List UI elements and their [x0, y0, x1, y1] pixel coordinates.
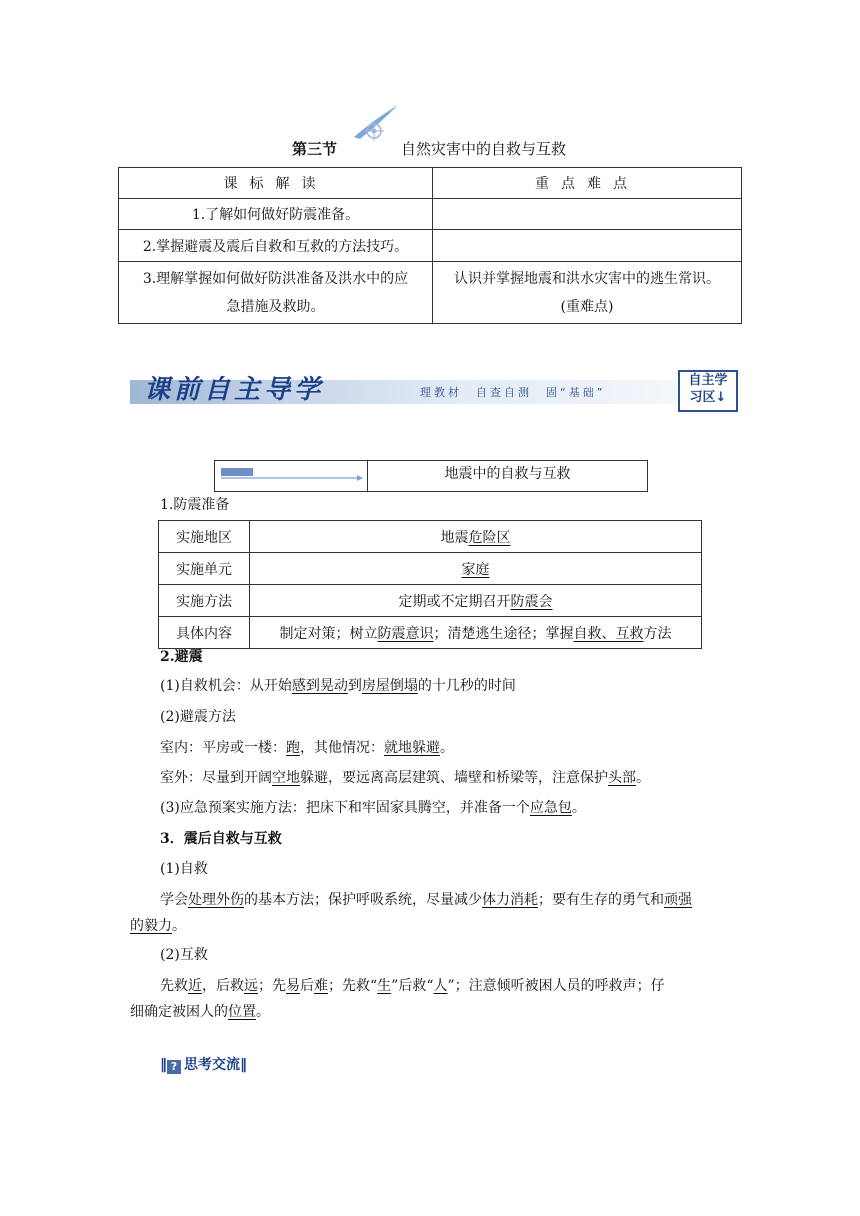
blank-answer: 近	[188, 978, 202, 994]
text: 。	[571, 800, 586, 816]
topic-header	[214, 460, 648, 492]
text: ，后救	[202, 978, 244, 994]
blank-answer: 远	[244, 978, 258, 994]
mutual-rescue-line-2	[130, 1001, 270, 1021]
text: (3)应急预案实施方法：把床下和牢固家具腾空，并准备一个	[160, 800, 530, 816]
avoid-line-1	[160, 675, 516, 695]
section-title	[0, 138, 860, 160]
key-point-empty-1	[433, 199, 742, 230]
avoid-line-5	[160, 797, 586, 817]
prep-key: 实施单元	[159, 553, 250, 585]
text: 定期或不定期召开	[398, 593, 511, 610]
question-icon: ?	[167, 1060, 181, 1074]
blank-answer: 防震会	[510, 593, 553, 610]
text: ；清楚逃生途径；掌握	[433, 625, 574, 642]
avoid-line-4	[160, 767, 650, 787]
text: 方法	[643, 625, 672, 642]
text: 细确定被困人的	[130, 1004, 228, 1020]
mutual-rescue-line-1	[160, 975, 665, 995]
blank-answer: 就地躲避	[384, 740, 440, 756]
blank-answer: 空地	[272, 770, 300, 786]
text: 后	[300, 978, 314, 994]
header-curriculum: 课标解读	[119, 168, 433, 199]
text: 地震	[440, 529, 469, 546]
prep-table	[158, 520, 702, 649]
section-name: 自然灾害中的自救与互救	[401, 140, 567, 158]
think-discuss-label: ‖ ? 思考交流‖	[160, 1057, 247, 1073]
header-key-points: 重点难点	[433, 168, 742, 199]
text: 学会	[160, 892, 188, 908]
text: 的十几秒的时间	[417, 678, 516, 694]
text: 。	[256, 1004, 270, 1020]
prep-value	[250, 553, 702, 585]
objective-3-line2: 急措施及救助。	[226, 298, 325, 315]
avoid-line-3	[160, 737, 454, 757]
blank-answer: 应急包	[529, 800, 572, 816]
objective-1: 1.了解如何做好防震准备。	[119, 199, 433, 230]
key-point	[433, 262, 742, 324]
blank-answer: 处理外伤	[188, 892, 244, 908]
key-point-empty-2	[433, 230, 742, 262]
prep-value	[250, 521, 702, 553]
blank-answer: 自救、互救	[573, 625, 644, 642]
table-row	[159, 553, 702, 585]
prep-value	[250, 617, 702, 649]
preview-banner	[130, 365, 738, 410]
mutual-rescue-heading: (2)互救	[160, 947, 208, 963]
blank-answer: 危险区	[468, 529, 511, 546]
self-study-box-line2: 习区↓	[689, 390, 727, 405]
banner-title: 课前自主导学	[144, 375, 325, 405]
blank-answer: 生	[377, 978, 392, 994]
blank-answer: 人	[433, 978, 448, 994]
blank-answer: 易	[286, 978, 300, 994]
blank-answer: 跑	[286, 740, 300, 756]
objectives-table	[118, 167, 742, 324]
table-row	[159, 521, 702, 553]
objective-3	[119, 262, 433, 324]
self-rescue-line-1	[160, 889, 692, 909]
section-number: 第三节	[292, 140, 338, 158]
text: ；要有生存的勇气和	[538, 892, 664, 908]
text: 制定对策；树立	[279, 625, 378, 642]
text: 的基本方法；保护呼吸系统，尽量减少	[244, 892, 482, 908]
blank-answer: 防震意识	[377, 625, 434, 642]
self-rescue-line-2	[130, 915, 186, 935]
key-point-line1: 认识并掌握地震和洪水灾害中的逃生常识。	[454, 270, 720, 287]
arrow-icon	[215, 461, 367, 491]
blank-answer: 家庭	[461, 561, 490, 578]
blank-answer: 房屋倒塌	[361, 678, 418, 694]
blank-answer: 难	[314, 978, 328, 994]
text: ；先救“	[328, 978, 378, 994]
topic-title: 地震中的自救与互救	[444, 466, 571, 482]
self-study-box-line1: 自主学	[688, 373, 728, 388]
text: ”后救“	[391, 978, 434, 994]
blank-answer: 的毅力	[130, 918, 172, 934]
table-row	[159, 585, 702, 617]
text: ；先	[258, 978, 286, 994]
prep-value	[250, 585, 702, 617]
self-study-box	[678, 370, 738, 412]
text: ，其他情况：	[300, 740, 384, 756]
table-row	[159, 617, 702, 649]
prep-heading: 1.防震准备	[160, 497, 230, 513]
blank-answer: 头部	[608, 770, 636, 786]
text: 室外：尽量到开阔	[160, 770, 272, 786]
blank-answer: 感到晃动	[291, 678, 348, 694]
prep-key: 实施方法	[159, 585, 250, 617]
key-point-line2: (重难点)	[560, 298, 614, 315]
text: (1)自救机会：从开始	[160, 678, 292, 694]
blank-answer: 位置	[228, 1004, 256, 1020]
blank-answer: 顽强	[664, 892, 692, 908]
text: 躲避，要远离高层建筑、墙壁和桥梁等，注意保护	[300, 770, 608, 786]
prep-key: 实施地区	[159, 521, 250, 553]
blank-answer: 体力消耗	[482, 892, 538, 908]
text: ”；注意倾听被困人员的呼救声；仔	[447, 978, 665, 994]
text: 到	[347, 678, 362, 694]
objective-3-line1: 3.理解掌握如何做好防洪准备及洪水中的应	[142, 270, 409, 287]
text: 。	[172, 918, 186, 934]
text: 。	[440, 740, 454, 756]
topic-marker	[215, 461, 368, 491]
text: 。	[636, 770, 650, 786]
avoid-heading: 2.避震	[160, 649, 203, 665]
avoid-line-2: (2)避震方法	[160, 709, 236, 725]
think-discuss-text: 思考交流	[184, 1057, 240, 1073]
banner-subtitle: 理教材 自查自测 固“基础”	[420, 386, 606, 399]
text: 先救	[160, 978, 188, 994]
prep-key: 具体内容	[159, 617, 250, 649]
self-rescue-heading: (1)自救	[160, 861, 208, 877]
objective-2: 2.掌握避震及震后自救和互救的方法技巧。	[119, 230, 433, 262]
after-heading: 3．震后自救与互救	[160, 831, 282, 847]
text: 室内：平房或一楼：	[160, 740, 286, 756]
